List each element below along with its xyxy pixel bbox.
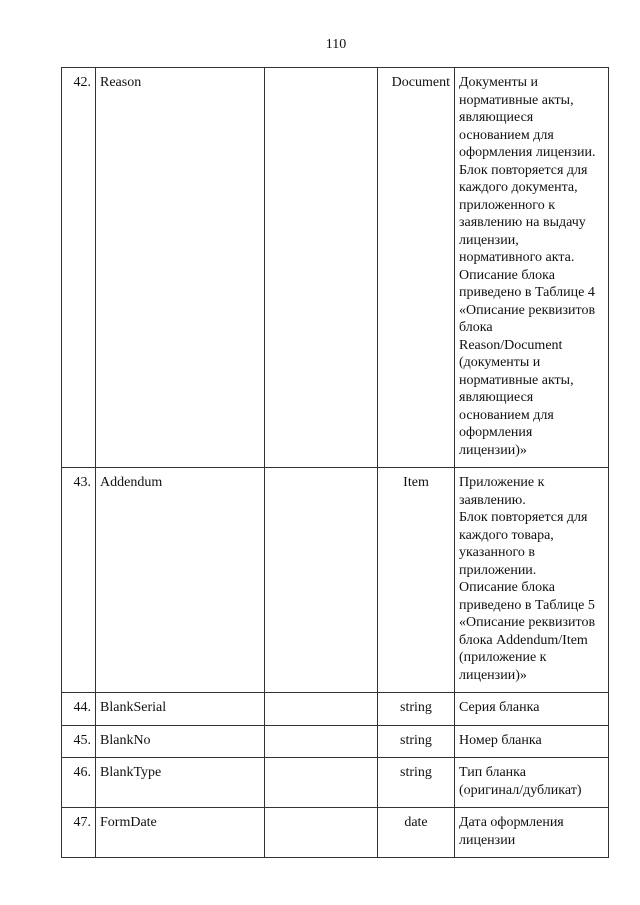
description-line: оформления лицензии. (459, 145, 596, 160)
table-row (62, 68, 609, 468)
description-line: каждого товара, (459, 527, 554, 543)
description-line: Номер бланка (459, 732, 542, 748)
description-line: каждого документа, (459, 180, 578, 195)
page-number: 110 (325, 37, 347, 52)
requisites-table-body (62, 68, 609, 858)
description-line: указанного в (459, 545, 536, 560)
row-number: 45. (62, 725, 96, 758)
element-description (455, 808, 609, 858)
element-description (455, 68, 609, 468)
description-line: оформления (459, 425, 533, 440)
empty-cell (265, 68, 378, 468)
description-line: Документы и (459, 75, 539, 90)
description-line: (оригинал/дубликат) (459, 782, 582, 798)
element-name: FormDate (96, 808, 265, 858)
table-row (62, 758, 609, 808)
empty-cell (265, 758, 378, 808)
element-name: Reason (96, 68, 265, 468)
element-description (455, 758, 609, 808)
description-line: Описание блока (459, 580, 555, 595)
description-line: приведено в Таблице 4 (459, 285, 595, 300)
description-line: нормативные акты, (459, 92, 574, 108)
description-line: блока (459, 320, 493, 335)
empty-cell (265, 693, 378, 726)
element-type: Document (378, 68, 455, 468)
description-line: «Описание реквизитов (459, 615, 596, 630)
description-line: приложенного к (459, 197, 556, 213)
element-name: BlankNo (96, 725, 265, 758)
element-type: date (378, 808, 455, 858)
table-row (62, 468, 609, 693)
description-line: Блок повторяется для (459, 510, 588, 525)
element-name: BlankType (96, 758, 265, 808)
description-line: Тип бланка (459, 765, 526, 780)
element-description (455, 725, 609, 758)
description-line: лицензии)» (459, 442, 527, 458)
description-line: Серия бланка (459, 700, 540, 715)
description-line: являющиеся (459, 110, 534, 125)
description-line: основанием для (459, 127, 554, 143)
description-line: нормативные акты, (459, 372, 574, 388)
element-description (455, 468, 609, 693)
table-row (62, 725, 609, 758)
row-number: 43. (62, 468, 96, 693)
row-number: 42. (62, 68, 96, 468)
description-line: (документы и (459, 355, 541, 370)
requisites-table (61, 67, 609, 858)
description-line: лицензии)» (459, 667, 527, 683)
table-row (62, 808, 609, 858)
element-type: Item (378, 468, 455, 693)
element-name: BlankSerial (96, 693, 265, 726)
description-line: основанием для (459, 407, 554, 423)
description-line: приложении. (459, 562, 537, 578)
element-type: string (378, 725, 455, 758)
row-number: 44. (62, 693, 96, 726)
row-number: 47. (62, 808, 96, 858)
description-line: являющиеся (459, 390, 534, 405)
element-type: string (378, 693, 455, 726)
description-line: нормативного акта. (459, 250, 575, 265)
element-description (455, 693, 609, 726)
description-line: «Описание реквизитов (459, 302, 596, 318)
empty-cell (265, 468, 378, 693)
description-line: Блок повторяется для (459, 162, 588, 178)
description-line: заявлению на выдачу (459, 215, 586, 230)
description-line: заявлению. (459, 492, 526, 508)
empty-cell (265, 808, 378, 858)
element-type: string (378, 758, 455, 808)
empty-cell (265, 725, 378, 758)
table-row (62, 693, 609, 726)
description-line: Приложение к (459, 475, 545, 490)
row-number: 46. (62, 758, 96, 808)
description-line: лицензии, (459, 232, 519, 248)
description-line: приведено в Таблице 5 (459, 597, 595, 613)
description-line: (приложение к (459, 650, 547, 665)
element-name: Addendum (96, 468, 265, 693)
description-line: лицензии (459, 832, 516, 848)
description-line: блока Addendum/Item (459, 632, 588, 648)
description-line: Reason/Document (459, 337, 563, 353)
description-line: Описание блока (459, 267, 555, 283)
description-line: Дата оформления (459, 815, 564, 830)
